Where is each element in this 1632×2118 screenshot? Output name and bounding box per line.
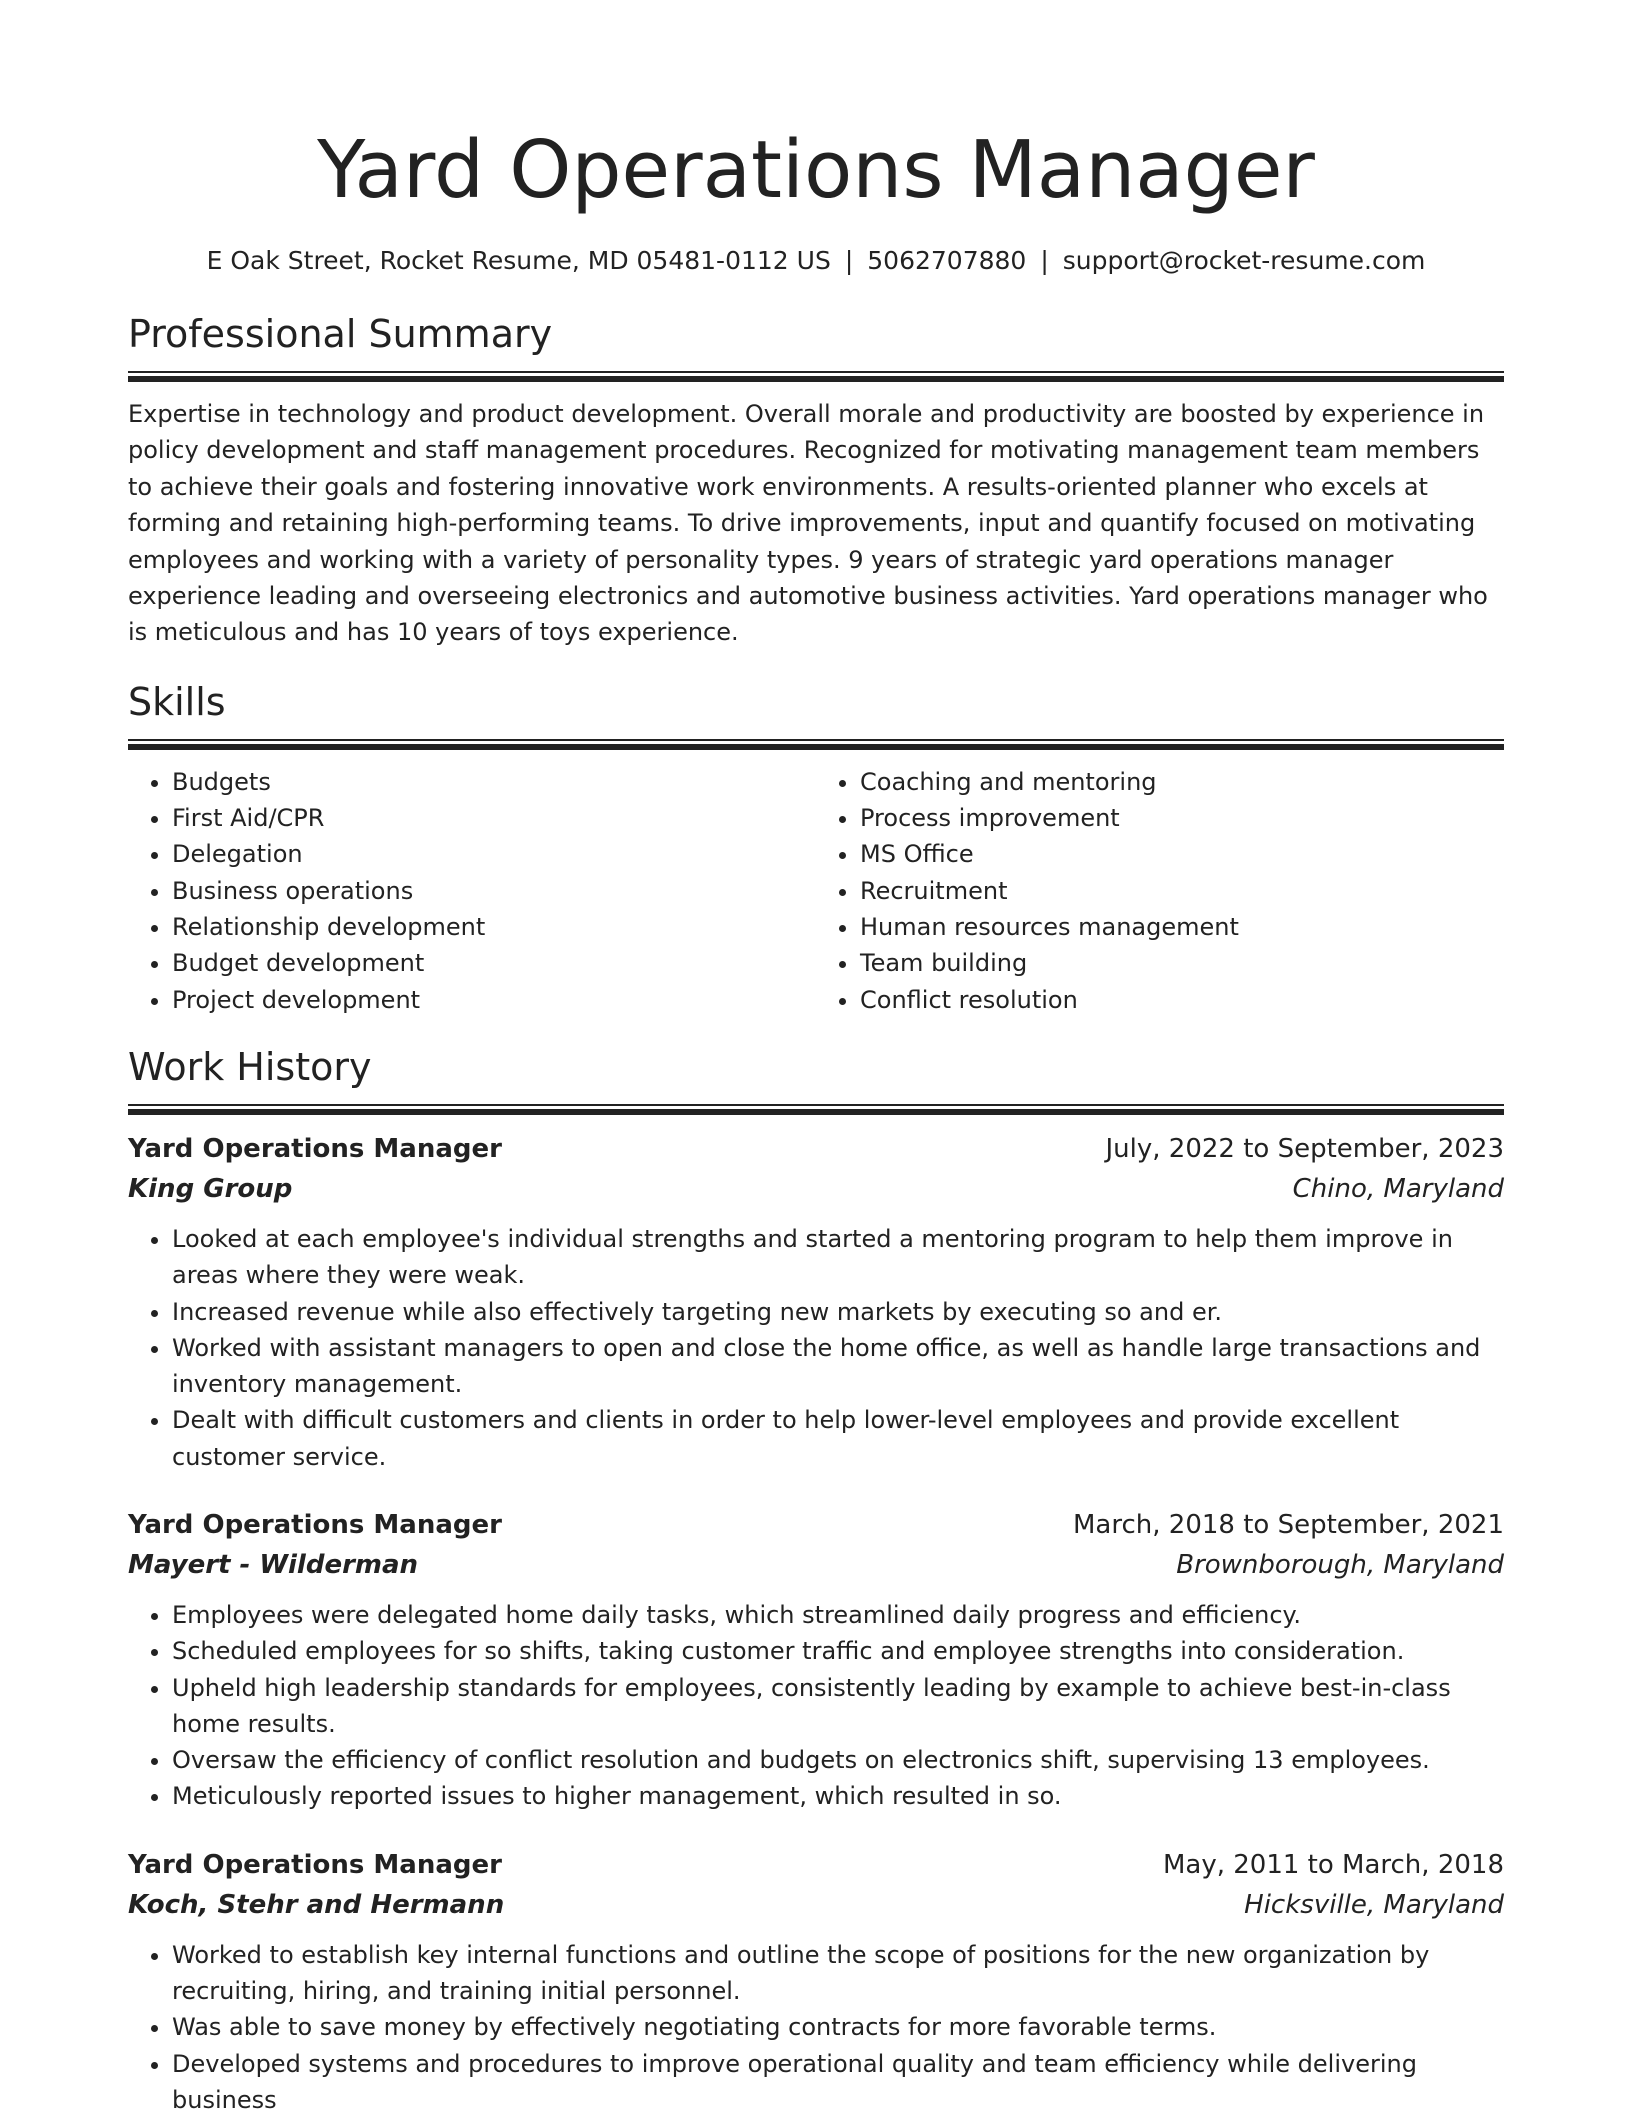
contact-separator: | [1040,246,1049,275]
job-company-row [128,1169,1504,1209]
job-company: Koch, Stehr and Hermann [128,1889,505,1920]
job-bullet: • Upheld high leadership standards for employees, consistently leading by example to achieve best-in-class home results. [172,1670,1504,1743]
job-company-row [128,1545,1504,1585]
job-company: King Group [128,1173,293,1204]
skill-item: • Budget development [172,945,816,981]
job-bullet: • Developed systems and procedures to improve operational quality and team efficiency while delivering business [172,2046,1504,2118]
section-divider [128,1104,1504,1115]
skill-item: • Human resources management [860,909,1504,945]
job-dates: May, 2011 to March, 2018 [1162,1849,1504,1880]
job-entry [128,1505,1504,1815]
job-location: Hicksville, Maryland [1244,1889,1504,1920]
job-title: Yard Operations Manager [128,1133,502,1164]
job-title: Yard Operations Manager [128,1849,502,1880]
job-dates: March, 2018 to September, 2021 [1073,1510,1504,1540]
job-header-row [128,1129,1504,1169]
skill-item: • Delegation [172,836,816,872]
skill-item: • Process improvement [860,800,1504,836]
job-header-row [128,1845,1504,1885]
job-bullet: • Worked with assistant managers to open and close the home office, as well as handle large transactions and inventory management. [172,1330,1504,1403]
job-bullet: • Looked at each employee's individual strengths and started a mentoring program to help them improve in areas where they were weak. [172,1221,1504,1294]
skill-item: • Budgets [172,764,816,800]
skills-column-left [128,764,816,1018]
job-bullet: • Worked to establish key internal functions and outline the scope of positions for the new organization by recruiting, hiring, and training initial personnel. [172,1937,1504,2010]
job-dates: July, 2022 to September, 2023 [1105,1133,1504,1164]
skills-grid [128,764,1504,1018]
section-divider [128,739,1504,750]
job-bullets [128,1221,1504,1475]
skill-item: • Conflict resolution [860,982,1504,1018]
job-company: Mayert - Wilderman [128,1550,419,1580]
job-bullets [128,1937,1504,2118]
job-title: Yard Operations Manager [128,1510,502,1540]
job-header-row [128,1505,1504,1545]
job-bullet: • Dealt with difficult customers and clients in order to help lower-level employees and provide excellent customer service. [172,1402,1504,1475]
skill-item: • Coaching and mentoring [860,764,1504,800]
skills-section [128,679,1504,1018]
job-location: Brownborough, Maryland [1176,1550,1504,1580]
contact-line [128,244,1504,278]
contact-address: E Oak Street, Rocket Resume, MD 05481-0112 US [206,246,831,275]
section-divider [128,371,1504,382]
skill-item: • Team building [860,945,1504,981]
skill-item: • Relationship development [172,909,816,945]
skill-item: • Recruitment [860,873,1504,909]
job-bullet: • Was able to save money by effectively negotiating contracts for more favorable terms. [172,2009,1504,2045]
skill-item: • MS Office [860,836,1504,872]
job-bullet: • Meticulously reported issues to higher management, which resulted in so. [172,1778,1504,1814]
summary-section [128,311,1504,651]
resume-name: Yard Operations Manager [317,124,1315,216]
job-company-row [128,1885,1504,1925]
work-history-section [128,1044,1504,2118]
job-bullet: • Scheduled employees for so shifts, taking customer traffic and employee strengths into consideration. [172,1633,1504,1669]
job-entry [128,1845,1504,2118]
contact-phone: 5062707880 [867,246,1027,275]
job-entry [128,1129,1504,1475]
skill-item: • Business operations [172,873,816,909]
job-location: Chino, Maryland [1292,1173,1504,1204]
section-title-summary: Professional Summary [128,312,553,356]
job-bullet: • Increased revenue while also effectively targeting new markets by executing so and er. [172,1294,1504,1330]
job-bullet: • Employees were delegated home daily tasks, which streamlined daily progress and efficiency. [172,1597,1504,1633]
section-title-work-history: Work History [128,1044,372,1089]
job-bullet: • Oversaw the efficiency of conflict resolution and budgets on electronics shift, supervising 13 employees. [172,1742,1504,1778]
job-bullets [128,1597,1504,1815]
contact-email: support@rocket-resume.com [1062,246,1426,275]
contact-separator: | [844,246,854,275]
section-title-skills: Skills [128,679,226,724]
skill-item: • First Aid/CPR [172,800,816,836]
skills-column-right [816,764,1504,1018]
summary-text: Expertise in technology and product development. Overall morale and productivity are boosted by experience in policy development and staff management procedures. Recognized for motivating management team members to achieve their goals and fostering innovative work environments. A results-oriented planner who excels at forming and retaining high-performing teams. To drive improvements, input and quantify focused on motivating employees and working with a variety of personality types. 9 years of strategic yard operations manager experience leading and overseeing electronics and automotive business activities. Yard operations manager who is meticulous and has 10 years of toys experience. [128,400,1488,647]
skill-item: • Project development [172,982,816,1018]
